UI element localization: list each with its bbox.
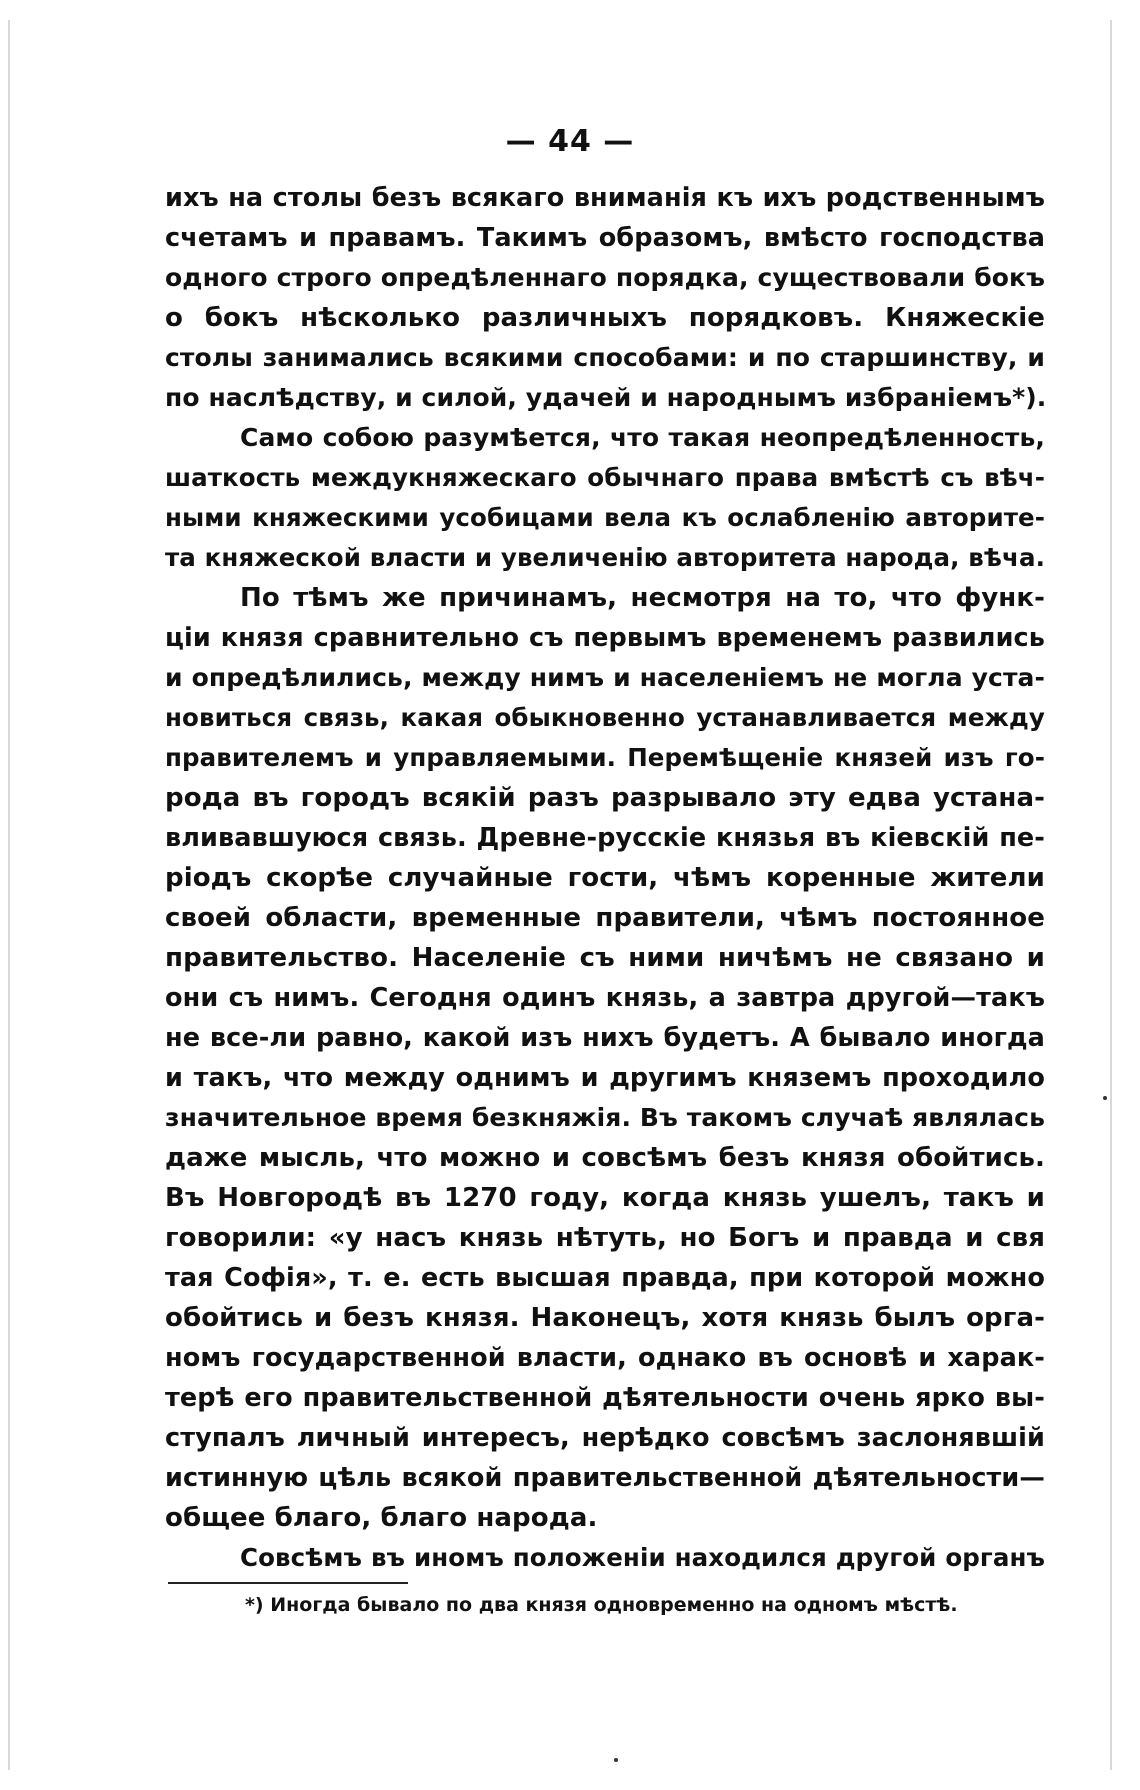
text-line: по наслѣдству, и силой, удачей и народнымъ избраніемъ*). <box>165 383 1047 412</box>
paragraph-start-line: Совсѣмъ въ иномъ положеніи находился другой органъ <box>240 1543 1045 1572</box>
text-line: счетамъ и правамъ. Такимъ образомъ, вмѣсто господства <box>165 223 1045 253</box>
text-line: ціи князя сравнительно съ первымъ временемъ развились <box>165 623 1045 653</box>
text-line: тая Софія», т. е. есть высшая правда, при которой можно <box>165 1263 1045 1293</box>
text-line: и такъ, что между однимъ и другимъ княземъ проходило <box>165 1063 1045 1093</box>
text-line: правительство. Населеніе съ ними ничѣмъ не связано и <box>165 943 1045 973</box>
right-scan-edge <box>1110 20 1112 1770</box>
text-line: вливавшуюся связь. Древне-русскіе князья въ кіевскій пе- <box>165 823 1045 853</box>
text-line: одного строго опредѣленнаго порядка, существовали бокъ <box>165 263 1045 292</box>
text-line: шаткость междукняжескаго обычнаго права вмѣстѣ съ вѣч- <box>165 463 1045 492</box>
text-line: Въ Новгородѣ въ 1270 году, когда князь ушелъ, такъ и <box>165 1183 1045 1213</box>
text-line: истинную цѣль всякой правительственной дѣятельности— <box>165 1463 1045 1493</box>
text-line: не все-ли равно, какой изъ нихъ будетъ. А бывало иногда <box>165 1023 1045 1053</box>
text-line: своей области, временные правители, чѣмъ постоянное <box>165 903 1045 933</box>
text-line: они съ нимъ. Сегодня одинъ князь, а завтра другой—такъ <box>165 983 1045 1013</box>
text-line: ными княжескими усобицами вела къ ослабленію авторите- <box>165 503 1045 532</box>
footnote: *) Иногда бывало по два князя одновременно на одномъ мѣстѣ. <box>245 1594 958 1616</box>
paragraph-end-line: общее благо, благо народа. <box>165 1503 598 1533</box>
scan-speck <box>614 1758 618 1762</box>
text-line: номъ государственной власти, однако въ основѣ и харак- <box>165 1343 1045 1373</box>
body-text <box>165 178 1045 1578</box>
text-line: столы занимались всякими способами: и по старшинству, и <box>165 343 1045 372</box>
text-line: ихъ на столы безъ всякаго вниманія къ ихъ родственнымъ <box>165 183 1045 213</box>
text-line: та княжеской власти и увеличенію авторитета народа, вѣча. <box>165 543 1045 572</box>
text-line: о бокъ нѣсколько различныхъ порядковъ. Княжескіе <box>165 303 1045 333</box>
footnote-divider <box>168 1582 408 1584</box>
paragraph-start-line: Само собою разумѣется, что такая неопредѣленность, <box>240 423 1045 452</box>
text-line: новиться связь, какая обыкновенно устанавливается между <box>165 703 1045 732</box>
page-number: — 44 — <box>505 124 635 159</box>
text-line: и опредѣлились, между нимъ и населеніемъ не могла уста- <box>165 663 1045 692</box>
text-line: значительное время безкняжія. Въ такомъ случаѣ являлась <box>165 1103 1045 1132</box>
text-line: ступалъ личный интересъ, нерѣдко совсѣмъ заслонявшій <box>165 1423 1045 1453</box>
paragraph-start-line: По тѣмъ же причинамъ, несмотря на то, что функ- <box>240 583 1045 613</box>
text-line: обойтись и безъ князя. Наконецъ, хотя князь былъ орга- <box>165 1303 1045 1333</box>
text-line: правителемъ и управляемыми. Перемѣщеніе князей изъ го- <box>165 743 1045 772</box>
text-line: говорили: «у насъ князь нѣтуть, но Богъ и правда и свя <box>165 1223 1045 1253</box>
scan-speck <box>1103 1096 1107 1100</box>
text-line: даже мысль, что можно и совсѣмъ безъ князя обойтись. <box>165 1143 1045 1173</box>
text-line: терѣ его правительственной дѣятельности очень ярко вы- <box>165 1383 1045 1413</box>
text-line: ріодъ скорѣе случайные гости, чѣмъ коренные жители <box>165 863 1045 893</box>
text-line: рода въ городъ всякій разъ разрывало эту едва устана- <box>165 783 1045 813</box>
left-scan-edge <box>8 20 10 1770</box>
